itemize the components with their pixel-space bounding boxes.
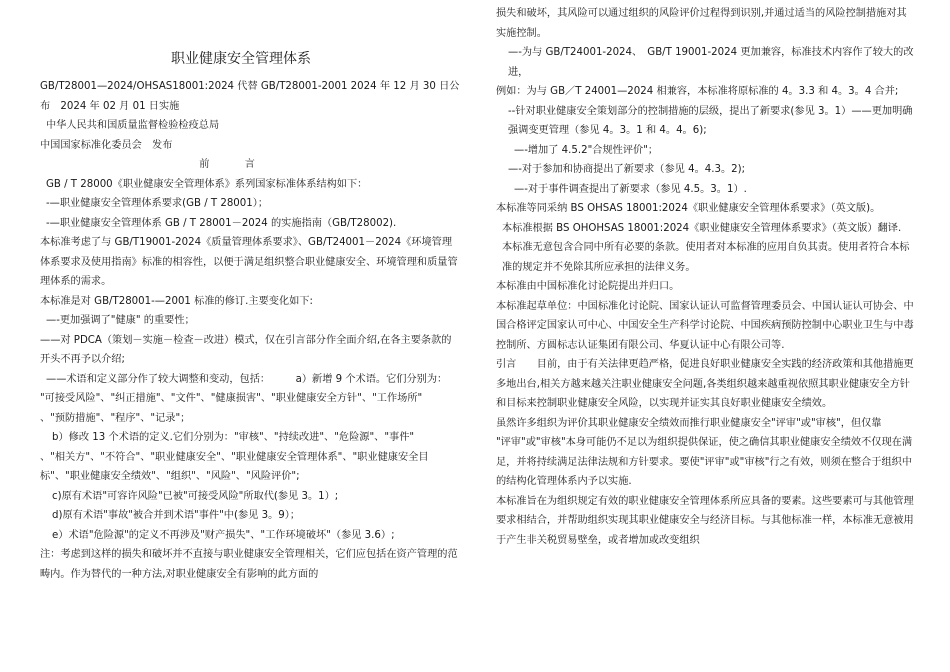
- list-item: -—职业健康安全管理体系 GB / T 28001－2024 的实施指南（GB/T28002).: [46, 217, 397, 229]
- list-item: ——对 PDCA（策划－实施－检查－改进）模式，仅在引言部分作全面介绍,在各主要条款的开头不再予以介绍;: [40, 334, 452, 365]
- document-title: 职业健康安全管理体系: [171, 51, 311, 67]
- paragraph: 本标准等同采纳 BS OHSAS 18001:2024《职业健康安全管理体系要求》（英文版)。: [496, 203, 881, 214]
- list-item: b）修改 13 个术语的定义.它们分别为："审核"、"持续改进"、"危险源"、"事件": [52, 432, 415, 443]
- list-item: d)原有术语"事故"被合并到术语"事件"中(参见 3。9）；: [52, 510, 301, 521]
- paragraph: 虽然许多组织为评价其职业健康安全绩效而推行职业健康安全"评审"或"审核"，但仅靠: [496, 417, 882, 429]
- paragraph: 本标准根据 BS OHOHSAS 18001:2024《职业健康安全管理体系要求》（英文版）翻译.: [502, 222, 902, 234]
- paragraph: 本标准由中国标准化讨论院提出并归口。: [496, 281, 680, 292]
- list-item: —-更加强调了"健康" 的重要性；: [46, 315, 195, 326]
- paragraph: 本标准是对 GB/T28001-—2001 标准的修订.主要变化如下:: [40, 295, 313, 307]
- list-item: —-对于事件调查提出了新要求（参见 4.5。3。1）.: [514, 183, 747, 195]
- paragraph: 损失和破坏，其风险可以通过组织的风险评价过程得到识别,并通过适当的风险控制措施对其实施控制。: [496, 8, 907, 39]
- paragraph: 本标准考虑了与 GB/T19001-2024《质量管理体系要求》、GB/T24001－2024《环境管理体系要求及使用指南》标准的相容性，以便于满足组织整合职业健康安全、环境管理和质量管理体系的需求。: [40, 237, 458, 287]
- paragraph: 、"预防措施"、"程序"、"记录"；: [40, 412, 191, 424]
- paragraph: GB / T 28000《职业健康安全管理体系》系列国家标准体系结构如下：: [46, 178, 368, 190]
- introduction-paragraph: 引言 目前，由于有关法律更趋严格，促进良好职业健康安全实践的经济政策和其他措施更多地出台,相关方越来越关注职业健康安全问题,各类组织越来越重视依照其职业健康安全方针和目标来控制职业健康安全风险，以实现并证实其良好职业健康安全绩效。: [496, 359, 914, 409]
- list-item: —-对于参加和协商提出了新要求（参见 4。4.3。2);: [508, 164, 746, 175]
- paragraph: "可接受风险"、"纠正措施"、"文件"、"健康损害"、"职业健康安全方针"、"工作场所": [40, 393, 423, 404]
- paragraph: 例如：为与 GB／T 24001—2024 相兼容，本标准将原标准的 4。3.3 和 4。3。4 合并;: [496, 86, 899, 97]
- paragraph: 本标准起草单位：中国标准化讨论院、国家认证认可监督管理委员会、中国认证认可协会、中国合格评定国家认可中心、中国安全生产科学讨论院、中国疾病预防控制中心职业卫生与中毒控制所、方圆标志认证集团有限公司、华夏认证中心有限公司等.: [496, 300, 914, 351]
- left-column: [40, 0, 460, 584]
- paragraph: 、"相关方"、"不符合"、"职业健康安全"、"职业健康安全管理体系"、"职业健康安全目标"、"职业健康安全绩效"、"组织"、"风险"、"风险评价";: [40, 451, 429, 482]
- list-item: —-为与 GB/T24001-2024、 GB/T 19001-2024 更加兼容，标准技术内容作了较大的改进，: [508, 47, 914, 78]
- issuer-line: 中国国家标准化委员会 发布: [40, 139, 173, 151]
- paragraph: 本标准无意包含合同中所有必要的条款。使用者对本标准的应用自负其责。使用者符合本标准的规定并不免除其所应承担的法律义务。: [502, 242, 910, 273]
- list-item: -—职业健康安全管理体系要求(GB / T 28001）；: [46, 198, 269, 209]
- section-heading-foreword: 前 言: [199, 159, 271, 170]
- issuer-line: 中华人民共和国质量监督检验检疫总局: [46, 120, 220, 131]
- list-item: —-增加了 4.5.2"合规性评价"；: [514, 144, 659, 156]
- paragraph: "评审"或"审核"本身可能仍不足以为组织提供保证，使之确信其职业健康安全绩效不仅现在满足，并将持续满足法律法规和方针要求。要使"评审"或"审核"行之有效，则须在整合于组织中的结构化管理体系内予以实施.: [496, 437, 913, 487]
- list-item: --针对职业健康安全策划部分的控制措施的层级，提出了新要求(参见 3。1）——更加明确强调变更管理（参见 4。3。1 和 4。4。6);: [508, 105, 913, 136]
- standard-number: GB/T28001—2024/OHSAS18001:2024 代替 GB/T28001-2001 2024 年 12 月 30 日公布 2024 年 02 月 01 日实施: [40, 81, 460, 112]
- right-column: [496, 0, 914, 550]
- note-paragraph: 注：考虑到这样的损失和破坏并不直接与职业健康安全管理相关，它们应包括在资产管理的范畴内。作为替代的一种方法,对职业健康安全有影响的此方面的: [40, 549, 458, 580]
- list-item: e）术语"危险源"的定义不再涉及"财产损失"、"工作环境破坏"（参见 3.6）;: [52, 529, 395, 541]
- list-item: ——术语和定义部分作了较大调整和变动，包括： a）新增 9 个术语。它们分别为：: [46, 373, 448, 385]
- paragraph: 本标准旨在为组织规定有效的职业健康安全管理体系所应具备的要素。这些要素可与其他管理要求相结合，并帮助组织实现其职业健康安全与经济目标。与其他标准一样，本标准无意被用于产生非关税贸易壁垒，或者增加或改变组织: [496, 495, 914, 546]
- list-item: c)原有术语"可容许风险"已被"可接受风险"所取代(参见 3。1）;: [52, 490, 339, 502]
